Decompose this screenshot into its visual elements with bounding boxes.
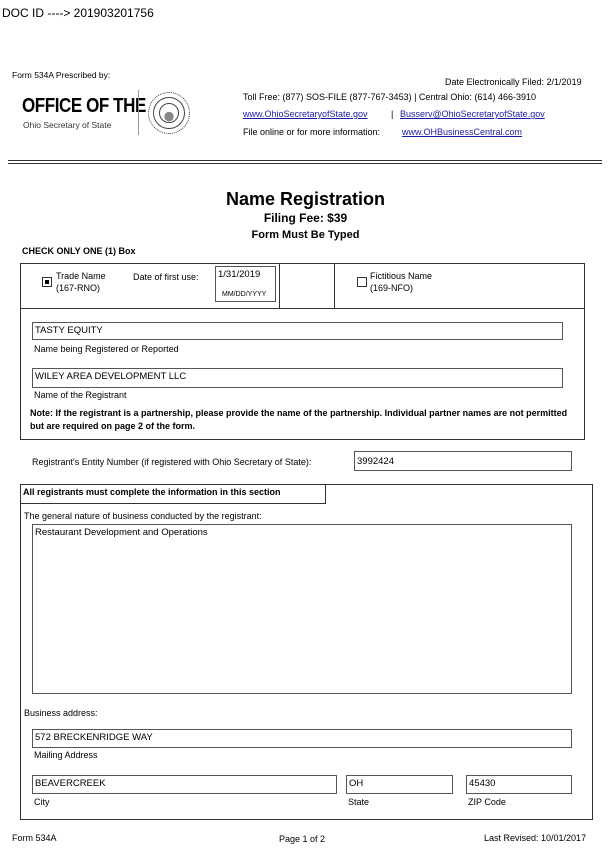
city-input[interactable]: BEAVERCREEK (32, 775, 337, 794)
zip-input[interactable]: 45430 (466, 775, 572, 794)
footer-page: Page 1 of 2 (279, 834, 326, 844)
footer-revised: Last Revised: 10/01/2017 (484, 833, 587, 843)
entity-number-label: Registrant's Entity Number (if registered with Ohio Secretary of State): (32, 457, 312, 467)
business-nature-textarea[interactable]: Restaurant Development and Operations (32, 524, 572, 694)
business-address-label: Business address: (24, 708, 98, 718)
ohio-seal-icon (148, 92, 190, 134)
file-online-label: File online or for more information: (243, 127, 381, 137)
date-format-hint: MM/DD/YYYY (222, 291, 267, 298)
registrant-name-input[interactable]: WILEY AREA DEVELOPMENT LLC (32, 368, 563, 388)
registrant-name-label: Name of the Registrant (34, 390, 127, 400)
business-nature-label: The general nature of business conducted by the registrant: (24, 511, 262, 521)
trade-name-checkbox[interactable] (42, 277, 52, 287)
date-first-use-label: Date of first use: (133, 272, 199, 282)
fictitious-name-label: Fictitious Name (370, 271, 433, 281)
check-one-label: CHECK ONLY ONE (1) Box (22, 246, 136, 256)
fictitious-name-code: (169-NFO) (370, 283, 414, 293)
email-link[interactable]: Busserv@OhioSecretaryofState.gov (400, 109, 545, 119)
form-typed-note: Form Must Be Typed (251, 229, 360, 241)
logo-divider (138, 90, 139, 135)
website-link[interactable]: www.OhioSecretaryofState.gov (243, 109, 368, 119)
logo-subtitle: Ohio Secretary of State (23, 120, 112, 130)
options-divider (20, 308, 585, 309)
options-divider-right (334, 263, 335, 308)
header-rule (8, 163, 602, 164)
state-label: State (348, 797, 370, 807)
registered-name-input[interactable]: TASTY EQUITY (32, 322, 563, 340)
link-separator: | (391, 109, 394, 119)
options-divider-left (279, 263, 280, 308)
mailing-address-input[interactable]: 572 BRECKENRIDGE WAY (32, 729, 572, 748)
fictitious-name-checkbox[interactable] (357, 277, 367, 287)
registered-name-label: Name being Registered or Reported (34, 344, 179, 354)
city-label: City (34, 797, 50, 807)
partnership-note: Note: If the registrant is a partnership, please provide the name of the partnership. Individual partner names are not permitted but are required on page 2 of the form. (30, 408, 568, 431)
zip-label: ZIP Code (468, 797, 506, 807)
header-rule (8, 160, 602, 161)
form-prescribed: Form 534A Prescribed by: (12, 70, 111, 80)
business-central-link[interactable]: www.OHBusinessCentral.com (402, 127, 523, 137)
filing-fee: Filing Fee: $39 (263, 211, 348, 225)
date-first-use-input[interactable]: 1/31/2019 (215, 266, 276, 302)
trade-name-label: Trade Name (56, 271, 106, 281)
logo-title: OFFICE OF THE (22, 95, 146, 117)
contact-phones: Toll Free: (877) SOS-FILE (877-767-3453) | Central Ohio: (614) 466-3910 (243, 92, 536, 102)
state-input[interactable]: OH (346, 775, 453, 794)
section-heading: All registrants must complete the information in this section (23, 487, 281, 497)
trade-name-code: (167-RNO) (56, 283, 101, 293)
mailing-address-label: Mailing Address (34, 750, 98, 760)
footer-form: Form 534A (12, 833, 57, 843)
date-filed: Date Electronically Filed: 2/1/2019 (445, 77, 582, 87)
entity-number-input[interactable]: 3992424 (354, 451, 572, 471)
page-title: Name Registration (225, 189, 386, 209)
doc-id: DOC ID ----> 201903201756 (2, 6, 154, 20)
